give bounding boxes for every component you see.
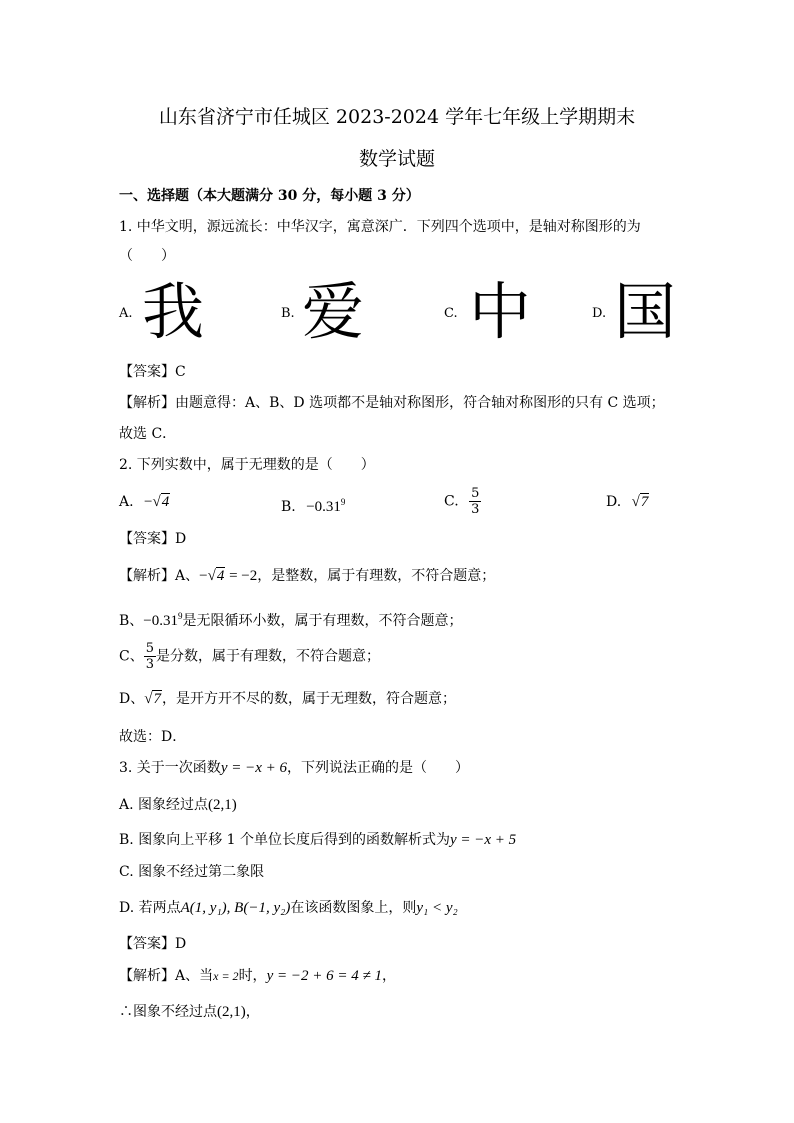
function-expr: y = −x + 6 [220,760,287,776]
q2-option-b-expr [306,499,345,515]
q2-option-d-letter: D. [606,494,622,510]
point-coordinates: (2,1) [208,797,237,813]
q3-option-b [119,830,516,850]
q3-answer: 【答案】D [119,936,187,952]
q3-option-a [119,795,237,815]
q2-analysis-c-fraction [144,641,156,672]
radicand: 4 [216,568,225,584]
sqrt-symbol: √7 [631,494,649,510]
q1-option-d-char: 国 [614,275,677,348]
q2-option-c-fraction [469,486,481,517]
analysis-label: D、 [119,691,145,707]
option-text: 在该函数图象上，则 [290,900,417,916]
analysis-label: C、 [119,648,144,665]
decimal-base: −0.31 [306,499,341,515]
q2-option-c [444,486,481,517]
q2-option-b-letter: B. [281,499,296,515]
q3-therefore [119,1002,260,1022]
q1-option-c-letter: C. [444,306,458,321]
q1-option-c-char: 中 [469,275,532,348]
analysis-label: B、 [119,613,144,629]
q2-analysis-b [119,606,463,631]
inequality-expr: y₁ < y₂ [416,900,458,916]
condition-expr: x = 2 [213,969,239,983]
q2-option-a-expr [144,494,170,510]
q3-stem [119,758,469,778]
minus-sign: − [199,568,208,584]
numerator: 5 [471,486,480,501]
analysis-text: ，是整数，属于有理数，不符合题意； [257,568,496,584]
radicand: 7 [153,691,161,707]
q2-conclusion: 故选：D． [119,729,187,745]
denominator: 3 [145,657,154,672]
section-heading: 一、选择题（本大题满分 30 分，每小题 3 分） [119,188,420,204]
q1-analysis: 【解析】由题意得：A、B、D 选项都不是轴对称图形，符合轴对称图形的只有 C 选项； [119,395,665,411]
q1-paren: （ ） [119,248,175,264]
denominator: 3 [471,502,480,517]
analysis-text: 是分数，属于有理数，不符合题意； [156,648,380,665]
q2-option-d [606,492,649,512]
q1-option-b-letter: B. [281,306,295,321]
option-text: D. 若两点 [119,900,181,916]
radicand: 7 [640,494,649,510]
q3-analysis-a [119,966,396,986]
analysis-text: ，是开方开不尽的数，属于无理数，符合题意； [161,691,456,707]
analysis-text: ∴图象不经过点 [119,1004,217,1020]
q2-option-b [281,492,345,517]
q1-option-b-char: 爱 [302,275,365,348]
stem-text: 3. 关于一次函数 [119,760,221,776]
q2-option-d-expr [632,494,650,510]
radicand: 4 [161,494,170,510]
analysis-text: ， [245,1004,260,1020]
sqrt-symbol: √4 [152,494,170,510]
q1-stem: 1. 中华文明，源远流长：中华汉字，寓意深广．下列四个选项中，是轴对称图形的为 [119,219,641,235]
document-title-line1: 山东省济宁市任城区 2023-2024 学年七年级上学期期末 [158,106,636,128]
q2-option-a [119,492,170,512]
q2-analysis-d-expr [144,691,162,707]
q1-option-d-letter: D. [592,306,607,321]
q2-analysis-a [119,566,495,586]
sqrt-symbol: √4 [207,568,225,584]
sqrt-symbol: √7 [144,691,161,707]
q3-option-d [119,898,458,918]
q1-conclusion: 故选 C． [119,426,177,442]
calculation-expr: y = −2 + 6 = 4 ≠ 1 [266,968,382,984]
analysis-label: 【解析】A、当 [119,968,214,984]
point-coordinates: (2,1) [217,1004,246,1020]
analysis-text: 时， [238,968,267,984]
analysis-text: ， [381,968,396,984]
option-text: B. 图象向上平移 1 个单位长度后得到的函数解析式为 [119,832,450,848]
repeating-digit: 9 [178,611,183,621]
q2-analysis-b-expr [143,613,182,629]
q2-answer: 【答案】D [119,531,187,547]
q2-analysis-c [119,641,380,672]
q2-option-a-letter: A. [119,494,134,510]
q3-option-c: C. 图象不经过第二象限 [119,864,265,880]
equals-result: = −2 [225,568,258,584]
function-expr: y = −x + 5 [450,832,517,848]
analysis-label: 【解析】A、 [119,568,200,584]
numerator: 5 [145,641,154,656]
q2-stem: 2. 下列实数中，属于无理数的是（ ） [119,457,375,473]
q1-option-a-char: 我 [142,275,205,348]
points-expr: A(1, y₁), B(−1, y₂) [180,900,291,916]
document-title-line2: 数学试题 [358,148,435,170]
minus-sign: − [144,494,153,510]
q2-analysis-a-expr [199,568,257,584]
repeating-digit: 9 [340,497,346,507]
q1-option-a-letter: A. [119,306,133,321]
stem-text: ，下列说法正确的是（ ） [287,760,469,776]
q2-option-c-letter: C. [444,493,459,510]
option-text: A. 图象经过点 [119,797,209,813]
analysis-text: 是无限循环小数，属于有理数，不符合题意； [182,613,463,629]
decimal-base: −0.31 [143,613,179,629]
q1-answer: 【答案】C [119,364,186,380]
q2-analysis-d [119,689,456,709]
